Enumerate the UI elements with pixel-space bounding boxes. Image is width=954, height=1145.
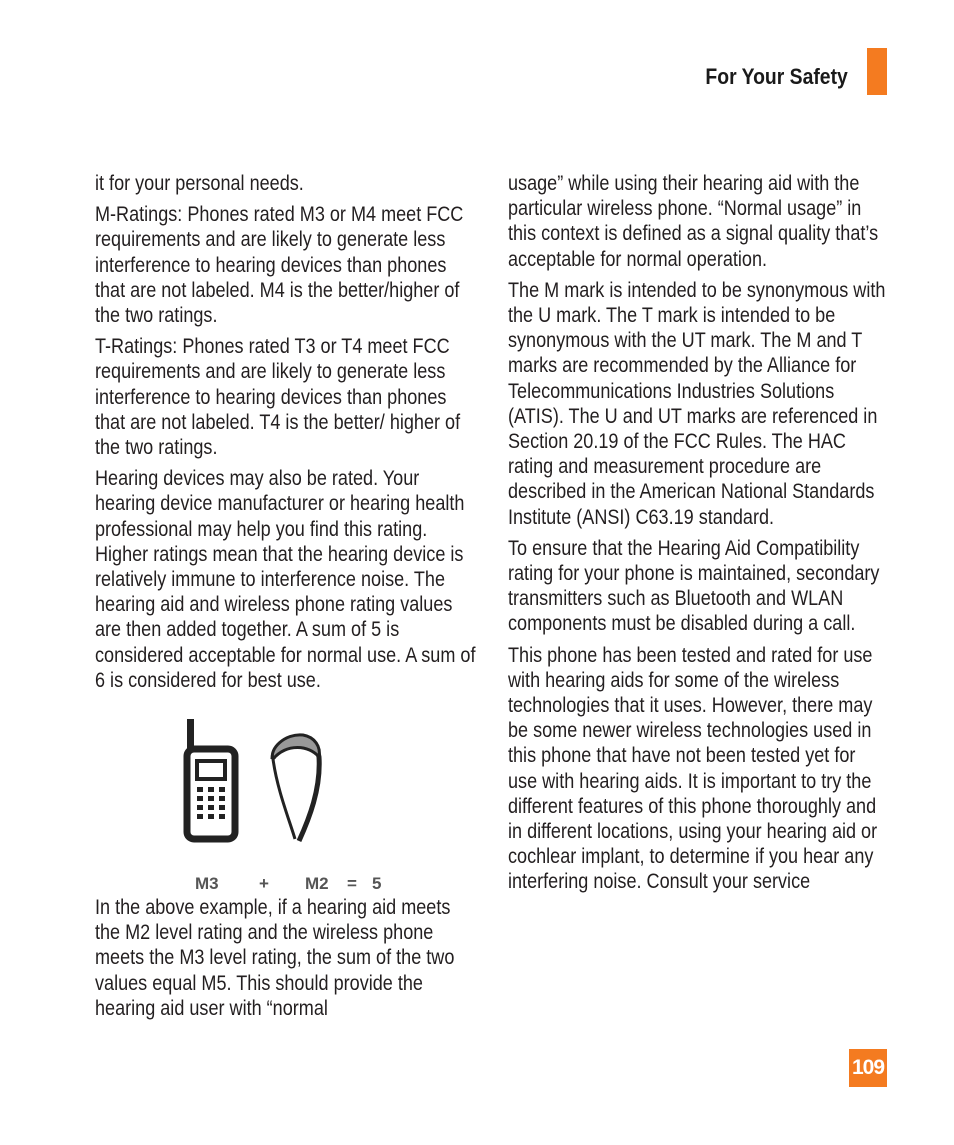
sum-value: 5 (372, 874, 382, 894)
paragraph: The M mark is intended to be synonymous with the U mark. The T mark is intended to be synonymous with the UT mark. The M and T marks are recommended by the Alliance for Telecommunications Industries Solutions (ATIS). The U and UT marks are referenced in Section 20.19 of the FCC Rules. The HAC rating and measurement procedure are described in the American National Standards Institute (ANSI) C63.19 standard. (508, 278, 886, 529)
hearing-aid-icon (265, 729, 325, 849)
right-column (508, 171, 890, 901)
phone-icon (183, 719, 243, 849)
equals-sign: = (347, 874, 357, 894)
paragraph: To ensure that the Hearing Aid Compatibility rating for your phone is maintained, secondary transmitters such as Bluetooth and WLAN components must be disabled during a call. (508, 536, 880, 636)
paragraph: usage” while using their hearing aid with the particular wireless phone. “Normal usage” in this context is defined as a signal quality that’s acceptable for normal operation. (508, 172, 879, 271)
phone-rating-label: M3 (195, 874, 219, 894)
paragraph: T-Ratings: Phones rated T3 or T4 meet FCC requirements and are likely to generate less interference to hearing devices than phones that are not labeled. T4 is the better/ higher of the two ratings. (95, 335, 461, 460)
hac-rating-figure (95, 711, 477, 894)
header-title: For Your Safety (705, 64, 848, 89)
hearing-aid-rating-label: M2 (305, 874, 329, 894)
paragraph: it for your personal needs. (95, 172, 304, 195)
plus-sign: + (259, 874, 269, 894)
left-column (95, 171, 477, 1027)
paragraph: M-Ratings: Phones rated M3 or M4 meet FCC requirements and are likely to generate less interference to hearing devices than phones that are not labeled. M4 is the better/higher of the two ratings. (95, 203, 464, 328)
page-number: 109 (849, 1049, 887, 1087)
header-accent-bar (867, 48, 887, 95)
paragraph: This phone has been tested and rated for use with hearing aids for some of the wireless technologies that it uses. However, there may be some newer wireless technologies used in this phone that have not been tested yet for use with hearing aids. It is important to try the different features of this phone thoroughly and in different locations, using your hearing aid or cochlear implant, to determine if you hear any interfering noise. Consult your service (508, 643, 878, 894)
paragraph: In the above example, if a hearing aid meets the M2 level rating and the wireless phone meets the M3 level rating, the sum of the two values equal M5. This should provide the hearing aid user with “normal (95, 896, 455, 1020)
paragraph: Hearing devices may also be rated. Your hearing device manufacturer or hearing health professional may help you find this rating. Higher ratings mean that the hearing device is relatively immune to interference noise. The hearing aid and wireless phone rating values are then added together. A sum of 5 is considered acceptable for normal use. A sum of 6 is considered for best use. (95, 467, 476, 692)
